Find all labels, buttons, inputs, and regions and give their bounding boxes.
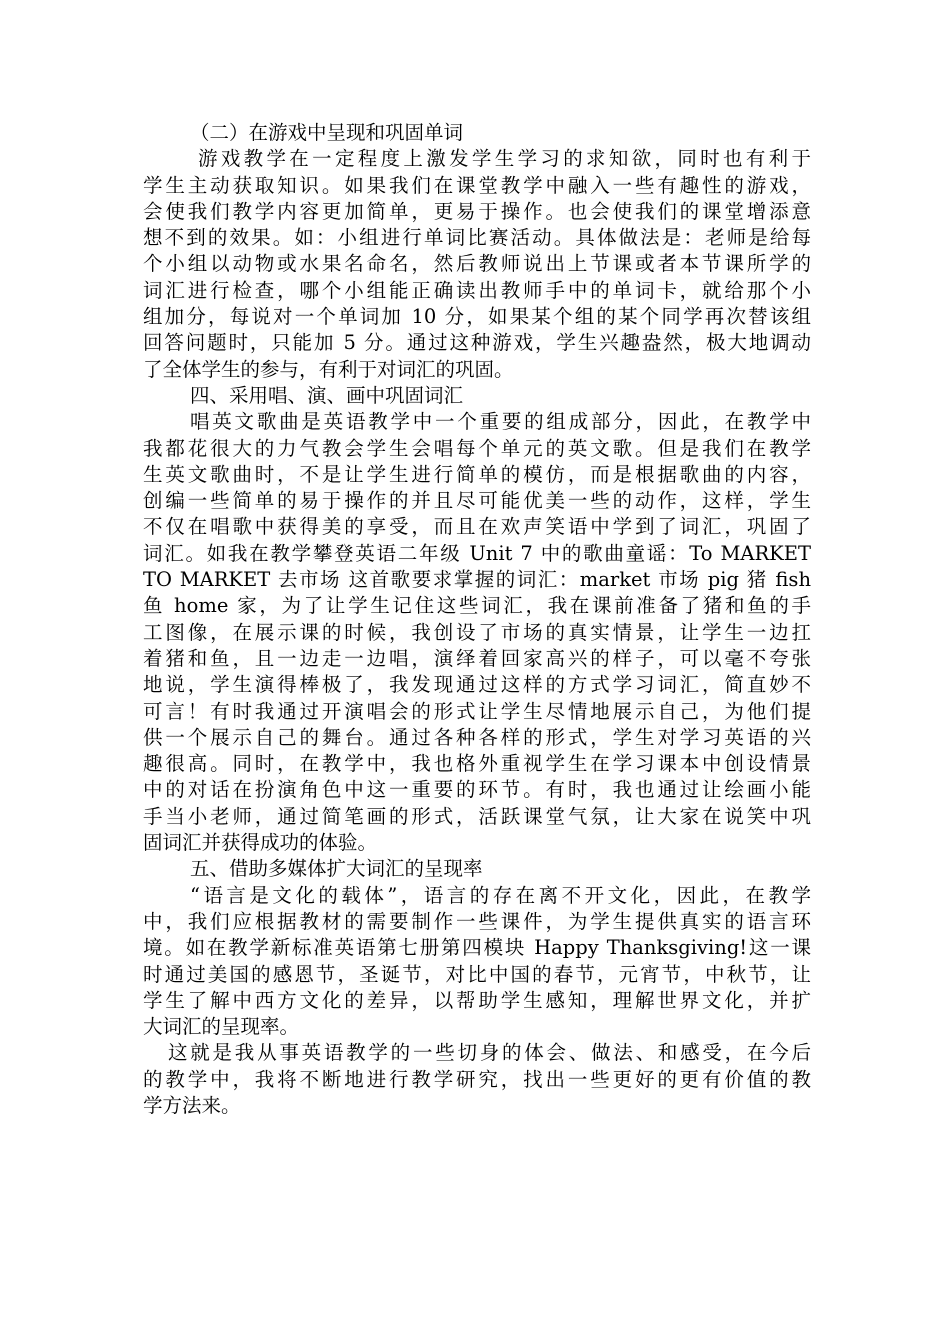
text-line: 生英文歌曲时，不是让学生进行简单的模仿，而是根据歌曲的内容， (143, 462, 811, 486)
text-line: 中，我们应根据教材的需要制作一些课件，为学生提供真实的语言环 (143, 909, 811, 933)
text-line: 的教学中，我将不断地进行教学研究，找出一些更好的更有价值的教 (143, 1067, 811, 1091)
text-line: 词汇。如我在教学攀登英语二年级 Unit 7 中的歌曲童谣：To MARKET (143, 541, 811, 565)
paragraph-conclusion (143, 1040, 811, 1119)
text-line: 个小组以动物或水果名命名，然后教师说出上节课或者本节课所学的 (143, 252, 811, 276)
text-line: 回答问题时，只能加 5 分。通过这种游戏，学生兴趣盎然，极大地调动 (143, 331, 811, 355)
heading-media (143, 856, 811, 882)
section-heading: 五、借助多媒体扩大词汇的呈现率 (190, 857, 483, 881)
text-line: 地说，学生演得棒极了，我发现通过这样的方式学习词汇，简直妙不 (143, 673, 811, 697)
text-line: 唱英文歌曲是英语教学中一个重要的组成部分，因此，在教学中 (190, 410, 811, 434)
text-line: 学生了解中西方文化的差异，以帮助学生感知，理解世界文化，并扩 (143, 988, 811, 1012)
text-line: 组加分，每说对一个单词加 10 分，如果某个组的某个同学再次替该组 (143, 305, 811, 329)
text-line: 工图像，在展示课的时候，我创设了市场的真实情景，让学生一边扛 (143, 620, 811, 644)
text-line: 固词汇并获得成功的体验。 (143, 831, 378, 855)
text-line: 想不到的效果。如：小组进行单词比赛活动。具体做法是：老师是给每 (143, 226, 811, 250)
paragraph-game (143, 146, 811, 383)
paragraph-media (143, 883, 811, 1041)
text-line: 趣很高。同时，在教学中，我也格外重视学生在学习课本中创设情景 (143, 752, 811, 776)
text-line: 学方法来。 (143, 1093, 241, 1117)
text-line: “语言是文化的载体”，语言的存在离不开文化，因此，在教学 (190, 883, 811, 907)
text-line: 手当小老师，通过简笔画的形式，活跃课堂气氛，让大家在说笑中巩 (143, 804, 811, 828)
document-page (143, 120, 811, 1119)
text-line: 着猪和鱼，且一边走一边唱，演绎着回家高兴的样子，可以毫不夸张 (143, 646, 811, 670)
text-line: 词汇进行检查，哪个小组能正确读出教师手中的单词卡，就给那个小 (143, 278, 811, 302)
paragraph-song (143, 409, 811, 856)
text-line: 鱼 home 家，为了让学生记住这些词汇，我在课前准备了猪和鱼的手 (143, 594, 811, 618)
text-line: 学生主动获取知识。如果我们在课堂教学中融入一些有趣性的游戏， (143, 173, 811, 197)
text-line: 了全体学生的参与，有利于对词汇的巩固。 (143, 357, 514, 381)
section-heading: 四、采用唱、演、画中巩固词汇 (190, 383, 464, 407)
text-line: 我都花很大的力气教会学生会唱每个单元的英文歌。但是我们在教学 (143, 436, 811, 460)
text-line: 这就是我从事英语教学的一些切身的体会、做法、和感受，在今后 (168, 1041, 811, 1065)
text-line: 会使我们教学内容更加简单，更易于操作。也会使我们的课堂增添意 (143, 199, 811, 223)
text-line: 创编一些简单的易于操作的并且尽可能优美一些的动作，这样，学生 (143, 489, 811, 513)
text-line: 可言！有时我通过开演唱会的形式让学生尽情地展示自己，为他们提 (143, 699, 811, 723)
text-line: 供一个展示自己的舞台。通过各种各样的形式，学生对学习英语的兴 (143, 725, 811, 749)
text-line: 中的对话在扮演角色中这一重要的环节。有时，我也通过让绘画小能 (143, 778, 811, 802)
text-line: 不仅在唱歌中获得美的享受，而且在欢声笑语中学到了词汇，巩固了 (143, 515, 811, 539)
text-line: 大词汇的呈现率。 (143, 1015, 300, 1039)
heading-game (143, 120, 811, 146)
text-line: 境。如在教学新标准英语第七册第四模块 Happy Thanksgiving!这一课 (143, 936, 811, 960)
text-line: 时通过美国的感恩节，圣诞节，对比中国的春节，元宵节，中秋节，让 (143, 962, 811, 986)
text-line: TO MARKET 去市场 这首歌要求掌握的词汇：market 市场 pig 猪 fish (143, 568, 811, 592)
section-heading: （二）在游戏中呈现和巩固单词 (190, 121, 464, 144)
heading-song (143, 383, 811, 409)
text-line: 游戏教学在一定程度上激发学生学习的求知欲，同时也有利于 (198, 147, 811, 171)
